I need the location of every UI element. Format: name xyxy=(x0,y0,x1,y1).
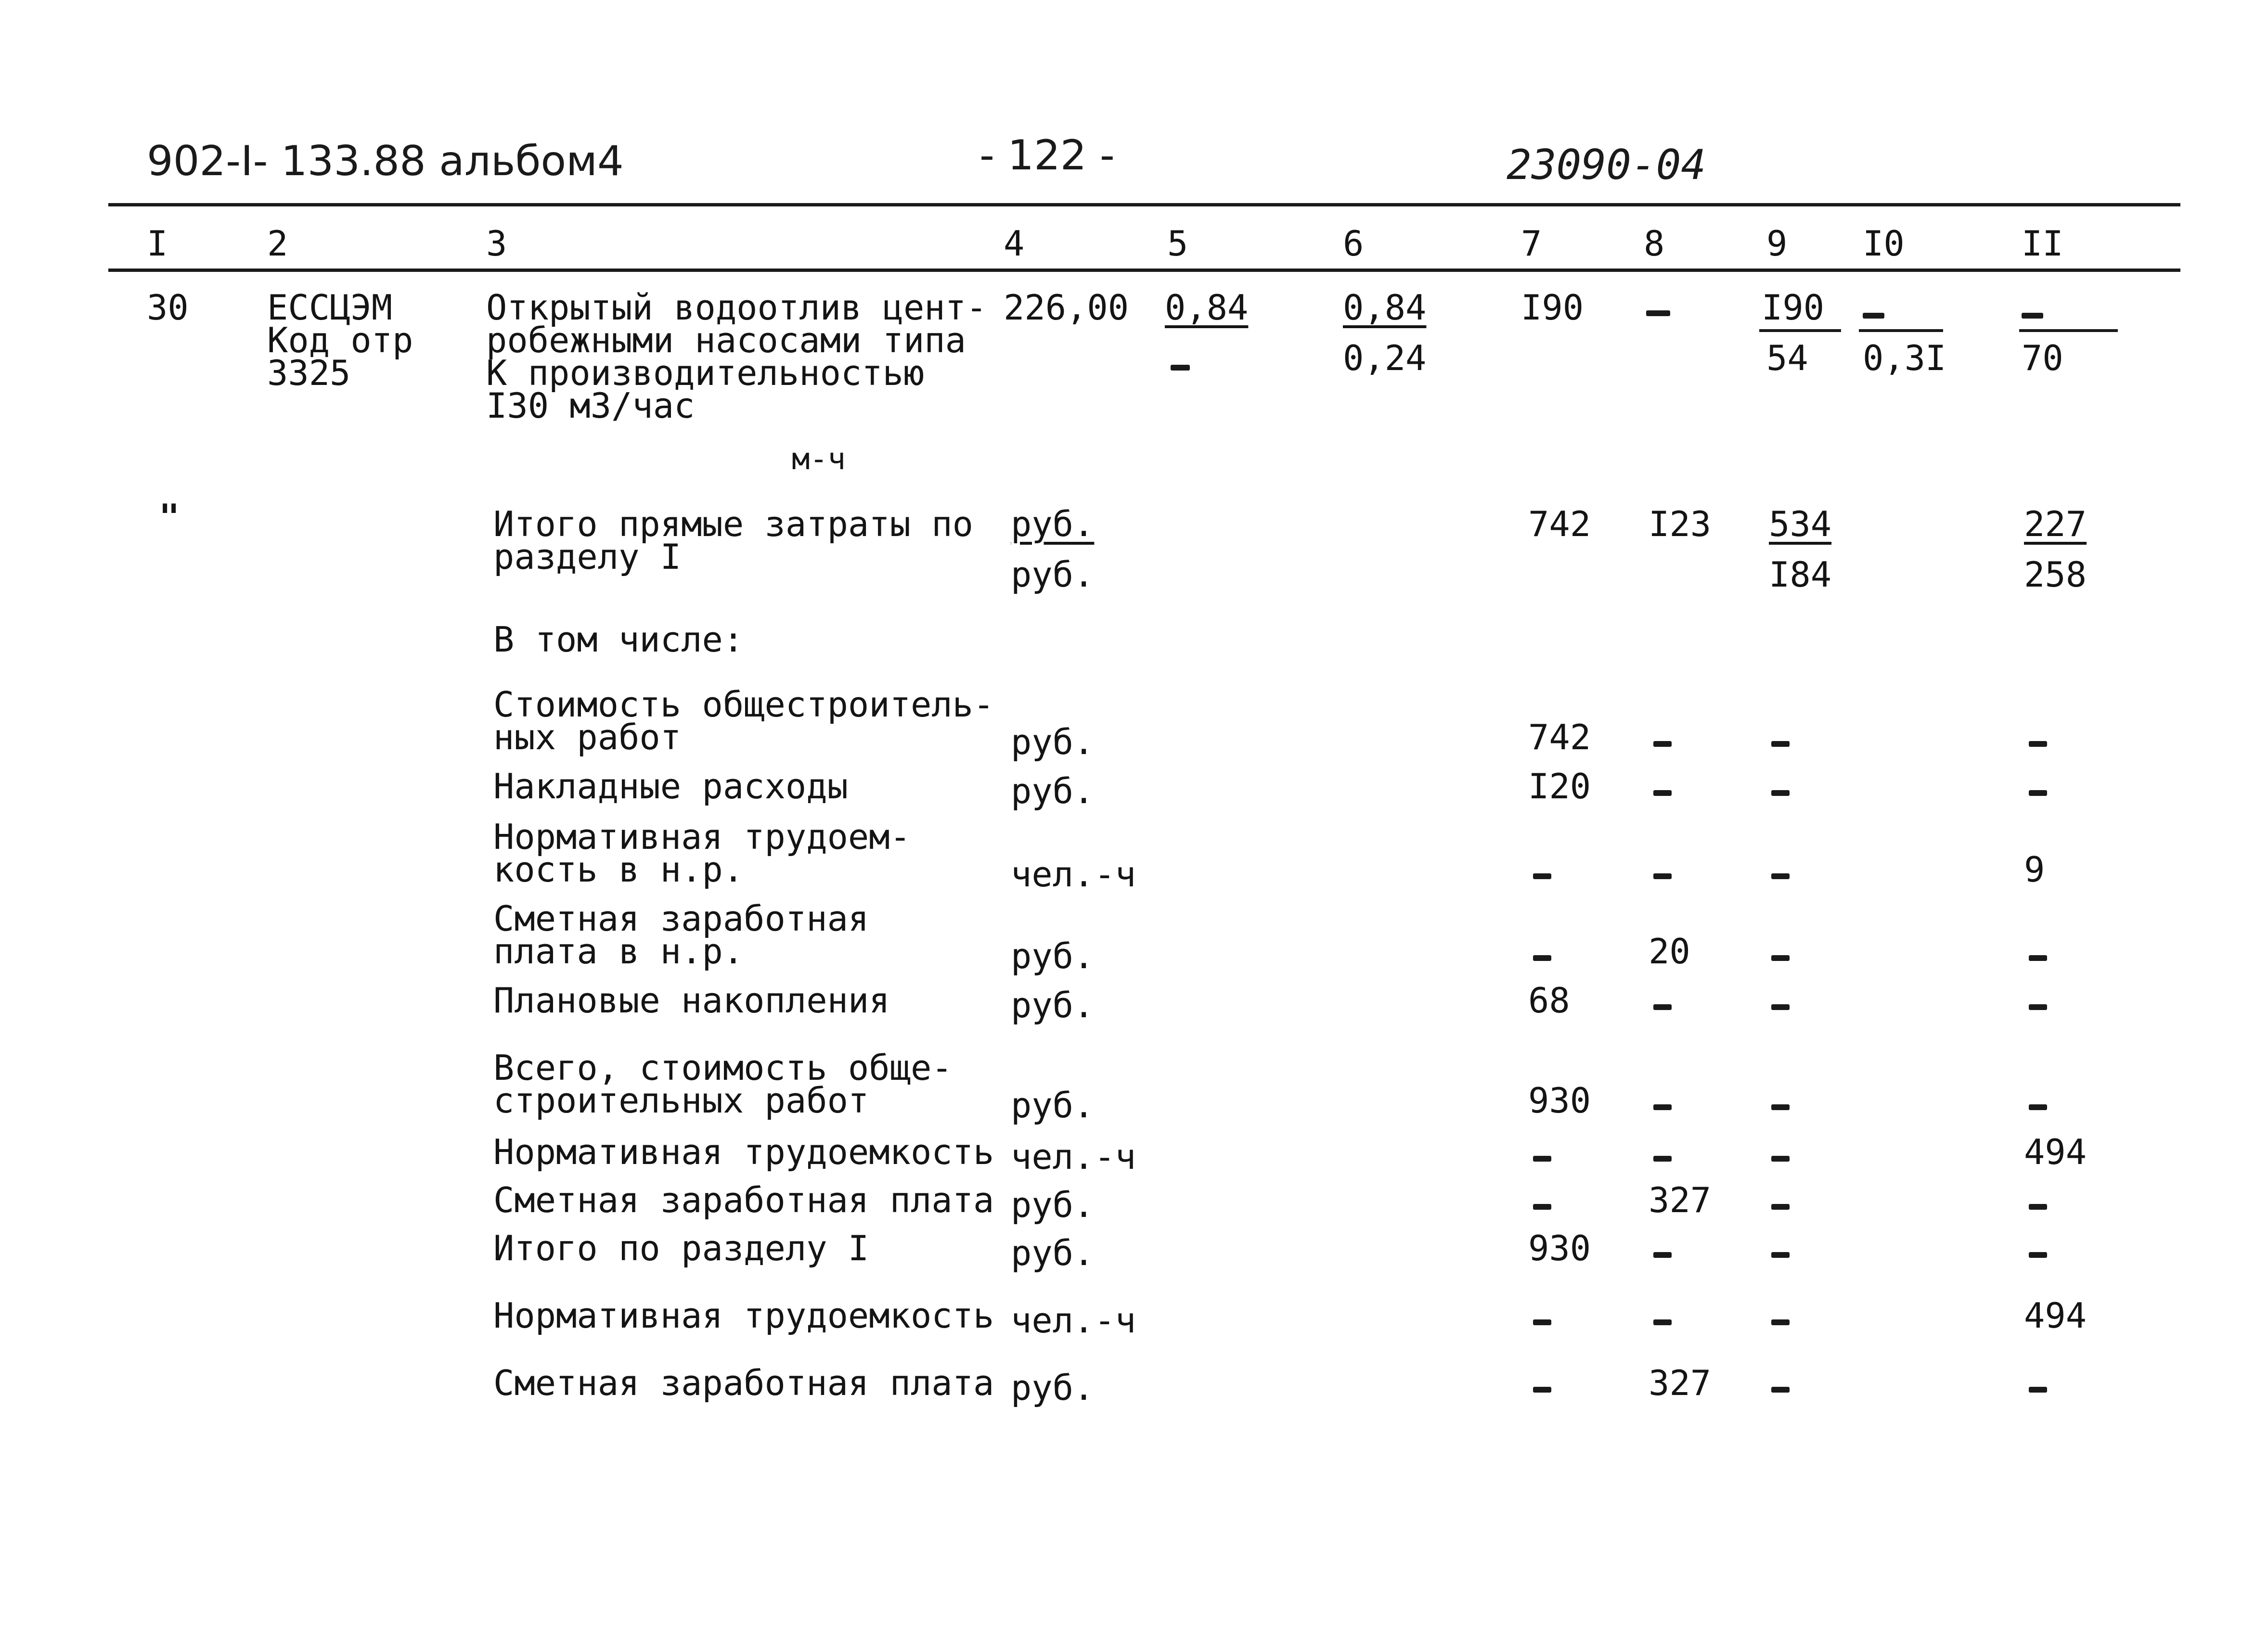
item-col11-fraction-line xyxy=(2019,329,2118,332)
breakdown-row-unit: чел.-ч xyxy=(1011,1300,1136,1341)
page-number: - 122 - xyxy=(979,131,1115,179)
column-number: I xyxy=(147,223,168,264)
direct-costs-col9-top: 534 xyxy=(1769,504,1832,544)
breakdown-row-unit: руб. xyxy=(1011,771,1095,811)
breakdown-row-c11: 9 xyxy=(2024,849,2045,890)
item-col9-fraction-line xyxy=(1759,329,1841,332)
breakdown-row-unit: чел.-ч xyxy=(1011,1137,1136,1177)
breakdown-row-c9-dash xyxy=(1771,955,1790,961)
breakdown-row-label xyxy=(493,898,869,972)
item-description-line: I30 м3/час xyxy=(486,385,695,426)
item-description-line: робежными насосами типа xyxy=(486,320,966,360)
breakdown-row-c11: 494 xyxy=(2024,1295,2087,1336)
item-unit-note: м-ч xyxy=(792,441,846,476)
header-rule xyxy=(108,203,2180,206)
breakdown-row-c8-dash xyxy=(1653,1004,1672,1010)
breakdown-row-label xyxy=(493,817,911,890)
breakdown-row-label-line: Сметная заработная xyxy=(493,898,869,939)
item-col5-top: 0,84 xyxy=(1165,287,1249,328)
item-description xyxy=(486,287,987,426)
breakdown-row-c9-dash xyxy=(1771,1004,1790,1010)
column-number: 7 xyxy=(1521,223,1542,264)
breakdown-row-c8-dash xyxy=(1653,790,1672,796)
column-header-rule xyxy=(108,269,2180,272)
breakdown-row-c7: 930 xyxy=(1528,1080,1591,1121)
breakdown-row-c9-dash xyxy=(1771,790,1790,796)
breakdown-row-c7-dash xyxy=(1533,1156,1551,1162)
column-number: II xyxy=(2022,223,2063,264)
breakdown-row-label-line: Сметная заработная плата xyxy=(493,1363,994,1403)
breakdown-row-label xyxy=(493,1180,994,1220)
item-col9-bottom: 54 xyxy=(1766,338,1808,378)
breakdown-row-c7: I20 xyxy=(1528,766,1591,806)
item-number: 30 xyxy=(147,287,189,328)
breakdown-row-label-line: кость в н.р. xyxy=(493,849,744,890)
item-col6-top: 0,84 xyxy=(1343,287,1427,328)
breakdown-row-c11-dash xyxy=(2029,955,2047,961)
item-code-line: ЕССЦЭМ xyxy=(267,287,393,328)
direct-costs-col11-bottom: 258 xyxy=(2024,554,2087,595)
item-col5-dash xyxy=(1171,365,1190,371)
breakdown-row-unit: руб. xyxy=(1011,985,1095,1025)
breakdown-row-c9-dash xyxy=(1771,1104,1790,1110)
breakdown-row-label-line: строительных работ xyxy=(493,1080,869,1121)
breakdown-row-c9-dash xyxy=(1771,1319,1790,1325)
breakdown-row-label-line: Нормативная трудоем- xyxy=(493,817,911,857)
item-description-line: Открытый водоотлив цент- xyxy=(486,287,987,328)
breakdown-row-c8-dash xyxy=(1653,1319,1672,1325)
column-number: 4 xyxy=(1004,223,1025,264)
breakdown-row-c8-dash xyxy=(1653,1252,1672,1258)
breakdown-row-unit: руб. xyxy=(1011,722,1095,762)
direct-costs-col11-top: 227 xyxy=(2024,504,2087,544)
item-col6-bottom: 0,24 xyxy=(1343,338,1427,378)
breakdown-row-c7: 742 xyxy=(1528,717,1591,757)
item-col10-dash xyxy=(1863,313,1884,319)
breakdown-row-c9-dash xyxy=(1771,873,1790,879)
column-number: I0 xyxy=(1863,223,1905,264)
breakdown-row-label-line: Нормативная трудоемкость xyxy=(493,1295,994,1336)
breakdown-row-c9-dash xyxy=(1771,741,1790,747)
breakdown-row-c7: 68 xyxy=(1528,980,1570,1021)
breakdown-row-label xyxy=(493,684,994,757)
breakdown-row-c8: 20 xyxy=(1649,931,1690,972)
column-number: 9 xyxy=(1766,223,1788,264)
item-col11-dash xyxy=(2022,313,2043,319)
breakdown-row-label-line: Стоимость общестроитель- xyxy=(493,684,994,725)
breakdown-row-c8-dash xyxy=(1653,741,1672,747)
including-label: В том числе: xyxy=(493,619,744,660)
breakdown-row-c9-dash xyxy=(1771,1156,1790,1162)
breakdown-row-c7-dash xyxy=(1533,1204,1551,1210)
direct-costs-unit-bottom: руб. xyxy=(1011,554,1095,595)
breakdown-row-unit: руб. xyxy=(1011,1185,1095,1225)
breakdown-row-label-line: Итого по разделу I xyxy=(493,1228,869,1268)
breakdown-row-unit: руб. xyxy=(1011,1085,1095,1126)
breakdown-row-c9-dash xyxy=(1771,1387,1790,1393)
column-number: 3 xyxy=(486,223,507,264)
breakdown-row-label xyxy=(493,766,848,806)
breakdown-row-c9-dash xyxy=(1771,1204,1790,1210)
breakdown-row-c8-dash xyxy=(1653,873,1672,879)
document-code: 902-I- 133.88 альбом4 xyxy=(147,137,624,185)
breakdown-row-c7: 930 xyxy=(1528,1228,1591,1268)
item-col4: 226,00 xyxy=(1004,287,1129,328)
breakdown-row-unit: руб. xyxy=(1011,1368,1095,1408)
breakdown-row-c11-dash xyxy=(2029,1204,2047,1210)
item-col11-bottom: 70 xyxy=(2022,338,2063,378)
item-description-line: К производительностью xyxy=(486,353,925,393)
item-code xyxy=(267,287,413,393)
breakdown-row-c8: 327 xyxy=(1649,1180,1712,1220)
breakdown-row-c7-dash xyxy=(1533,955,1551,961)
direct-costs-unit-top: руб. xyxy=(1011,504,1095,544)
breakdown-row-label xyxy=(493,1228,869,1268)
direct-costs-label xyxy=(493,504,973,577)
direct-costs-col8: I23 xyxy=(1649,504,1712,544)
breakdown-row-c8: 327 xyxy=(1649,1363,1712,1403)
breakdown-row-label-line: плата в н.р. xyxy=(493,931,744,972)
breakdown-row-c11-dash xyxy=(2029,1252,2047,1258)
breakdown-row-c7-dash xyxy=(1533,1319,1551,1325)
breakdown-row-c11-dash xyxy=(2029,790,2047,796)
column-number: 8 xyxy=(1644,223,1665,264)
breakdown-row-unit: руб. xyxy=(1011,1233,1095,1273)
breakdown-row-label xyxy=(493,1295,994,1336)
breakdown-row-c11-dash xyxy=(2029,1104,2047,1110)
column-number: 6 xyxy=(1343,223,1364,264)
breakdown-row-label-line: ных работ xyxy=(493,717,682,757)
item-col7: I90 xyxy=(1521,287,1584,328)
breakdown-row-label-line: Нормативная трудоемкость xyxy=(493,1132,994,1172)
item-code-line: Код отр xyxy=(267,320,413,360)
breakdown-row-label-line: Накладные расходы xyxy=(493,766,848,806)
breakdown-row-c7-dash xyxy=(1533,1387,1551,1393)
breakdown-row-c8-dash xyxy=(1653,1104,1672,1110)
item-code-line: 3325 xyxy=(267,353,351,393)
breakdown-row-label xyxy=(493,980,890,1021)
breakdown-row-c11-dash xyxy=(2029,1387,2047,1393)
item-col10-fraction-line xyxy=(1859,329,1943,332)
breakdown-row-c7-dash xyxy=(1533,873,1551,879)
sheet-code: 23090-04 xyxy=(1507,141,1706,189)
breakdown-row-c9-dash xyxy=(1771,1252,1790,1258)
item-col9-top: I90 xyxy=(1762,287,1825,328)
direct-costs-label-line: разделу I xyxy=(493,537,682,577)
direct-costs-col9-bottom: I84 xyxy=(1769,554,1832,595)
column-number: 2 xyxy=(267,223,288,264)
breakdown-row-c11-dash xyxy=(2029,741,2047,747)
breakdown-row-label xyxy=(493,1048,953,1121)
breakdown-row-label-line: Плановые накопления xyxy=(493,980,890,1021)
breakdown-row-label xyxy=(493,1363,994,1403)
direct-costs-col7: 742 xyxy=(1528,504,1591,544)
breakdown-row-label-line: Сметная заработная плата xyxy=(493,1180,994,1220)
breakdown-row-c8-dash xyxy=(1653,1156,1672,1162)
item-col10-bottom: 0,3I xyxy=(1863,338,1946,378)
breakdown-row-c11: 494 xyxy=(2024,1132,2087,1172)
ditto-mark: " xyxy=(159,497,180,537)
breakdown-row-c11-dash xyxy=(2029,1004,2047,1010)
breakdown-row-unit: руб. xyxy=(1011,936,1095,976)
breakdown-row-unit: чел.-ч xyxy=(1011,854,1136,895)
column-number: 5 xyxy=(1167,223,1188,264)
breakdown-row-label xyxy=(493,1132,994,1172)
direct-costs-label-line: Итого прямые затраты по xyxy=(493,504,973,544)
item-col8-dash xyxy=(1646,310,1670,316)
breakdown-row-label-line: Всего, стоимость обще- xyxy=(493,1048,953,1088)
